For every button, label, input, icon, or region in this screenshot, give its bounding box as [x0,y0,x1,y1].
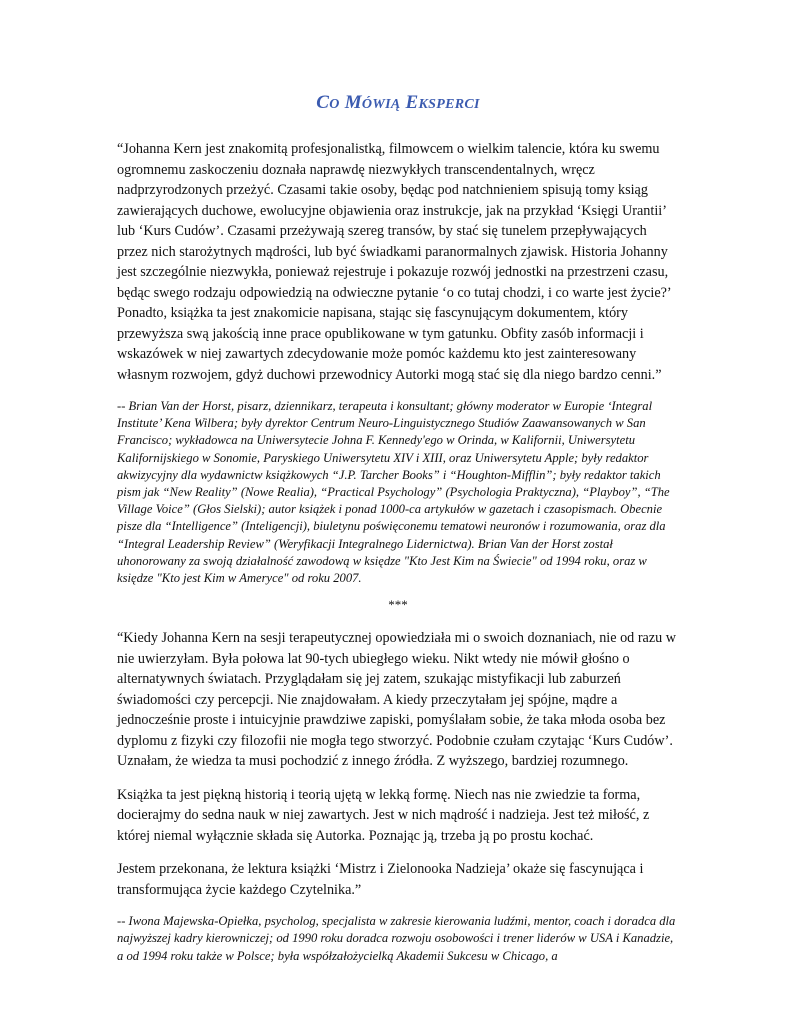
title-c: C [316,92,330,113]
page-title [117,92,679,114]
testimonial-quote-2-paragraph-1: “Kiedy Johanna Kern na sesji terapeutycznej opowiedziała mi o swoich doznaniach, nie od razu w nie uwierzyłam. Była połowa lat 90-tych ubiegłego wieku. Nikt wtedy nie mówił głośno o alternatywnych światach. Przyglądałam się jej zatem, szukając mistyfikacji lub zaburzeń świadomości czy percepcji. Nie znajdowałam. A kiedy przeczytałam jej spójne, mądre a jednocześnie proste i intuicyjnie prawdziwe zapiski, pomyślałam sobie, że taka młoda osoba bez dyplomu z fizyki czy filozofii nie mogła tego stworzyć. Podobnie czułam czytając ‘Kurs Cudów’. Uznałam, że wiedza ta musi pochodzić z innego źródła. Z wyższego, bardziej rozumnego. [117,630,677,770]
testimonial-attribution-1: -- Brian Van der Horst, pisarz, dziennikarz, terapeuta i konsultant; główny moderator w Europie ‘Integral Institute’ Kena Wilbera; były dyrektor Centrum Neuro-Linguistycznego Studiów Zaawansowanych w San Francisco; wykładowca na Uniwersytecie Johna F. Kennedy'ego w Orinda, w Kalifornii, Uniwersytetu Kalifornijskiego w Sonomie, Paryskiego Uniwersytetu XIV i XIII, oraz Uniwersytetu Apple; były redaktor akwizycyjny dla wydawnictw książkowych “J.P. Tarcher Books” i “Houghton-Mifflin”; były redaktor takich pism jak “New Reality” (Nowe Realia), “Practical Psychology” (Psychologia Praktyczna), “Playboy”, “The Village Voice” (Głos Sielski); autor książek i ponad 1000-ca artykułów w gazetach i czasopismach. Obecnie pisze dla “Intelligence” (Inteligencji), biuletynu poświęconemu tematowi neuronów i rozumowania, oraz dla “Integral Leadership Review” (Weryfikacji Integralnego Lidernictwa). Brian Van der Horst został uhonorowany za swoją działalność zawodową w księdze "Kto Jest Kim na Świecie" od 1994 roku, oraz w księdze "Kto jest Kim w Ameryce" od roku 2007. [117,399,670,586]
title-ksperci: KSPERCI [418,97,480,112]
title-e: E [405,92,419,113]
title-m: M [344,92,362,113]
testimonial-quote-2-paragraph-3: Jestem przekonana, że lektura książki ‘Mistrz i Zielonooka Nadzieja’ okaże się fascynująca i transformująca życie każdego Czytelnika.” [117,861,644,898]
testimonial-quote-1: “Johanna Kern jest znakomitą profesjonalistką, filmowcem o wielkim talencie, która ku swemu ogromnemu zaskoczeniu doznała naprawdę niezwykłych transcendentalnych, wręcz nadprzyrodzonych przeżyć. Czasami takie osoby, będąc pod natchnieniem spisują tomy ksiąg zawierających duchowe, ewolucyjne objawienia oraz instrukcje, jak na przykład ‘Księgi Urantii’ lub ‘Kurs Cudów’. Czasami przeżywają szereg transów, by stać się tunelem przepływających przez nich starożytnych mądrości, lub być świadkami paranormalnych zjawisk. Historia Johanny jest szczególnie niezwykła, ponieważ rejestruje i pokazuje rozwój jednostki na przestrzeni czasu, będąc swego rodzaju odpowiedzią na odwieczne pytanie ‘o co tutaj chodzi, i co warte jest życie?’ Ponadto, książka ta jest znakomicie napisana, stając się fascynującym dokumentem, który przewyższa swą jakością inne prace opublikowane w tym gatunku. Obfity zasób informacji i wskazówek w niej zawartych zdecydowanie może pomóc każdemu kto jest zainteresowany własnym rozwojem, gdyż duchowi przewodnicy Autorki mogą stać się dla niego bardzo cenni.” [117,141,671,383]
testimonial-quote-2-paragraph-2: Książka ta jest piękną historią i teorią ujętą w lekką formę. Niech nas nie zwiedzie ta forma, docierajmy do sedna nauk w niej zawartych. Jest w nich mądrość i nadzieja. Jest też miłość, z której niemal wyłącznie składa się Autorka. Poznając ją, trzeba ją po prostu kochać. [117,786,650,844]
title-owia: ÓWIĄ [361,97,401,112]
testimonial-attribution-2: -- Iwona Majewska-Opiełka, psycholog, specjalista w zakresie kierowania ludźmi, mentor, coach i doradca dla najwyższej kadry kierowniczej; od 1990 roku doradca rozwoju osobowości i trener liderów w USA i Kanadzie, a od 1994 roku także w Polsce; była współzałożycielką Akademii Sukcesu w Chicago, a [117,914,676,963]
page-content [117,92,679,975]
section-separator: *** [388,597,408,613]
title-o: O [329,97,340,112]
